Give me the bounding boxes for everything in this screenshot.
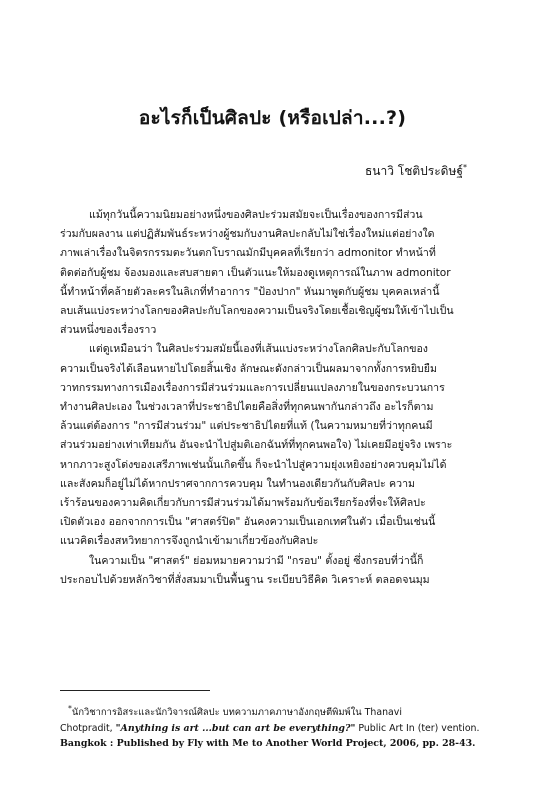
footnote-line-3: Bangkok : Published by Fly with Me to Another World Project, 2006, pp. 28-43. [60, 738, 476, 750]
body-line: เร้าร้อนของความคิดเกี่ยวกับการมีส่วนร่วมได้มาพร้อมกับข้อเรียกร้องที่จะให้ศิลปะ [60, 497, 426, 510]
body-line: ติดต่อกับผู้ชม จ้องมองและสบสายตา เป็นตัวแนะให้มองดูเหตุการณ์ในภาพ admonitor [60, 266, 451, 279]
author-name-text: ธนาวิ โชติประดิษฐ์ [364, 164, 463, 178]
article-body [60, 206, 488, 590]
body-line: และสังคมก็อยู่ไม่ได้หากปราศจากการควบคุม ในทำนองเดียวกันกับศิลปะ ความ [60, 477, 416, 490]
footnote-line-2 [60, 721, 492, 737]
body-line: ประกอบไปด้วยหลักวิชาที่สั่งสมมาเป็นพื้นฐาน ระเบียบวิธีคิด วิเคราะห์ ตลอดจนมุม [60, 573, 430, 586]
footnote-text: นักวิชาการอิสระและนักวิจารณ์ศิลปะ บทความภาคภาษาอังกฤษตีพิมพ์ใน Thanavi [71, 707, 402, 719]
body-line: ส่วนร่วมอย่างเท่าเทียมกัน อันจะนำไปสู่มติเอกฉันท์ที่ทุกคนพอใจ) ไม่เคยมีอยู่จริง เพราะ [60, 439, 453, 452]
body-line: แนวคิดเรื่องสหวิทยาการจึงถูกนำเข้ามาเกี่ยวข้องกับศิลปะ [60, 535, 319, 548]
body-line: ร่วมกับผลงาน แต่ปฏิสัมพันธ์ระหว่างผู้ชมกับงานศิลปะกลับไม่ใช่เรื่องใหม่แต่อย่างใด [60, 228, 435, 241]
footnote-divider [60, 690, 210, 691]
body-line: ทำงานศิลปะเอง ในช่วงเวลาที่ประชาธิปไตยคือสิ่งที่ทุกคนพากันกล่าวถึง อะไรก็ตาม [60, 401, 434, 414]
body-line: ความเป็นจริงได้เลือนหายไปโดยสิ้นเชิง ลักษณะดังกล่าวเป็นผลมาจากทั้งการหยิบยืม [60, 362, 437, 375]
body-line: ส่วนหนึ่งของเรื่องราว [60, 324, 157, 337]
body-line: เปิดตัวเอง ออกจากการเป็น "ศาสตร์ปิด" อันคงความเป็นเอกเทศในตัว เมื่อเป็นเช่นนี้ [60, 516, 436, 529]
footnote [60, 701, 492, 752]
footnote-line-1 [60, 701, 492, 721]
footnote-mark: * [68, 704, 72, 713]
body-line: แม้ทุกวันนี้ความนิยมอย่างหนึ่งของศิลปะร่วมสมัยจะเป็นเรื่องของการมีส่วน [89, 209, 423, 221]
body-line: นี้ทำหน้าที่คล้ายตัวละครในลิเกที่ทำอาการ "ป้องปาก" หันมาพูดกับผู้ชม บุคคลเหล่านี้ [60, 285, 440, 298]
body-line: แต่ดูเหมือนว่า ในศิลปะร่วมสมัยนี้เองที่เส้นแบ่งระหว่างโลกศิลปะกับโลกของ [89, 343, 428, 356]
body-line: ในความเป็น "ศาสตร์" ย่อมหมายความว่ามี "กรอบ" ตั้งอยู่ ซึ่งกรอบที่ว่านี้ก็ [89, 554, 424, 567]
footnote-text: Public Art In (ter) vention. [355, 722, 480, 734]
body-line: ภาพเล่าเรื่องในจิตรกรรมตะวันตกโบราณมักมีบุคคลที่เรียกว่า admonitor ทำหน้าที่ [60, 247, 436, 260]
author-name [365, 162, 467, 181]
author-footnote-mark: * [463, 163, 467, 172]
footnote-text: Chotpradit, [60, 722, 116, 734]
body-line: วาทกรรมทางการเมืองเรื่องการมีส่วนร่วมและการเปลี่ยนแปลงภายในของกระบวนการ [60, 381, 445, 394]
body-line: ล้วนแต่ต้องการ "การมีส่วนร่วม" แต่ประชาธิปไตยที่แท้ (ในความหมายที่ว่าทุกคนมี [60, 420, 433, 433]
body-line: ลบเส้นแบ่งระหว่างโลกของศิลปะกับโลกของความเป็นจริงโดยเชื้อเชิญผู้ชมให้เข้าไปเป็น [60, 305, 454, 318]
footnote-article-title: "Anything is art ...but can art be everything?" [115, 722, 356, 734]
article-title: อะไรก็เป็นศิลปะ (หรือเปล่า...?) [138, 107, 407, 129]
body-line: หากภาวะสูงโด่งของเสรีภาพเช่นนั้นเกิดขึ้น ก็จะนำไปสู่ความยุ่งเหยิงอย่างควบคุมไม่ได้ [60, 458, 447, 471]
